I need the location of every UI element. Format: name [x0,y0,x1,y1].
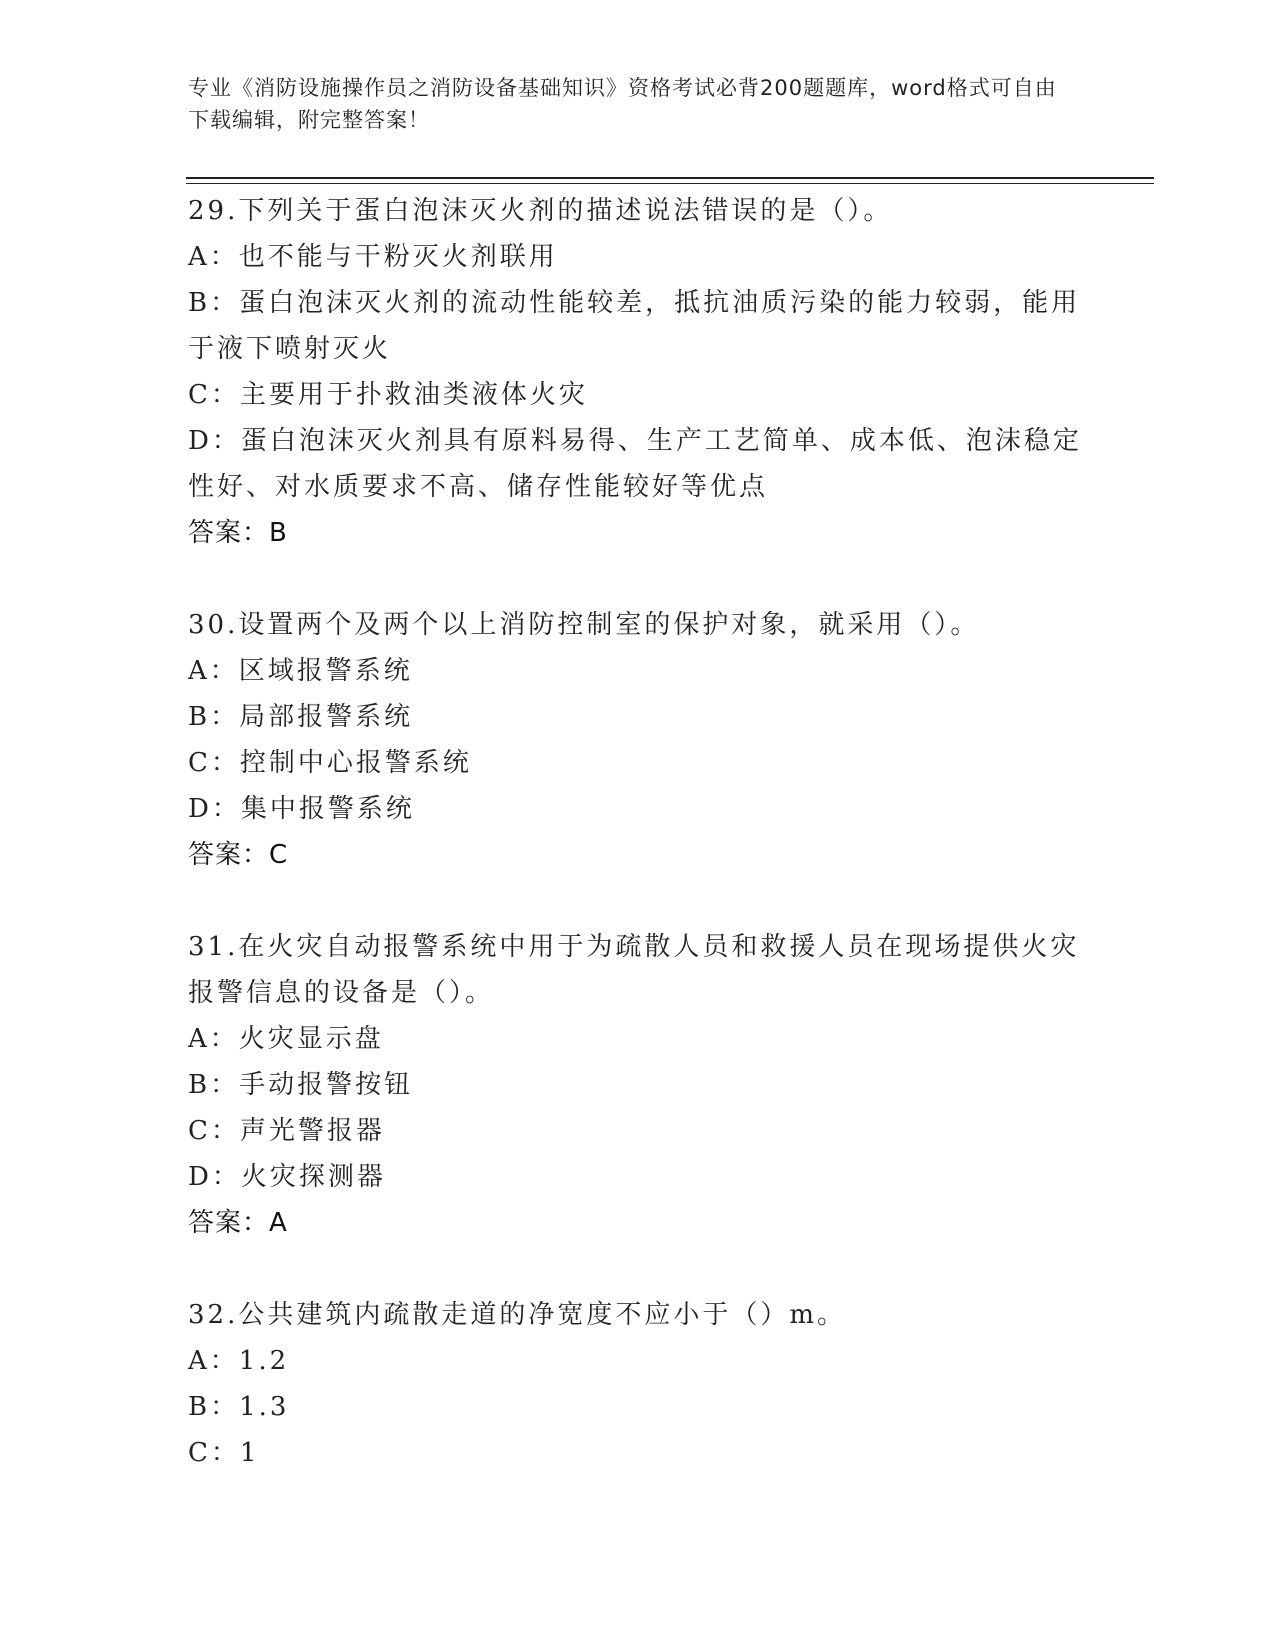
option-c: C：控制中心报警系统 [188,748,472,778]
question-stem: 31.在火灾自动报警系统中用于为疏散人员和救援人员在现场提供火灾报警信息的设备是（）。 [188,932,1080,1008]
option-c: C：声光警报器 [188,1116,385,1146]
question-29 [188,188,1088,556]
question-stem: 32.公共建筑内疏散走道的净宽度不应小于（）m。 [188,1300,847,1330]
option-b: B：手动报警按钮 [188,1070,414,1100]
option-a: A：区域报警系统 [188,656,413,686]
option-d: D：火灾探测器 [188,1162,386,1192]
document-header: 专业《消防设施操作员之消防设备基础知识》资格考试必背200题题库，word格式可自由下载编辑，附完整答案！ [188,76,1057,132]
option-a: A：1.2 [188,1346,290,1376]
option-d: D：集中报警系统 [188,794,415,824]
answer: 答案：C [188,840,289,870]
question-31 [188,924,1088,1246]
option-a: A：火灾显示盘 [188,1024,384,1054]
answer: 答案：A [188,1208,288,1238]
header-rule-thin [186,183,1154,184]
option-b: B：1.3 [188,1392,290,1422]
question-stem: 29.下列关于蛋白泡沫灭火剂的描述说法错误的是（）。 [188,196,893,226]
option-c: C：主要用于扑救油类液体火灾 [188,380,588,410]
question-32 [188,1292,1088,1476]
option-b: B：蛋白泡沫灭火剂的流动性能较差，抵抗油质污染的能力较弱，能用于液下喷射灭火 [188,288,1081,364]
option-d: D：蛋白泡沫灭火剂具有原料易得、生产工艺简单、成本低、泡沫稳定性好、对水质要求不高、储存性能较好等优点 [188,426,1082,502]
question-30 [188,602,1088,878]
option-c: C：1 [188,1438,260,1468]
option-b: B：局部报警系统 [188,702,414,732]
header-rule-thick [186,177,1154,179]
question-list [188,188,1088,1522]
question-stem: 30.设置两个及两个以上消防控制室的保护对象，就采用（）。 [188,610,980,640]
option-a: A：也不能与干粉灭火剂联用 [188,242,558,272]
answer: 答案：B [188,518,288,548]
